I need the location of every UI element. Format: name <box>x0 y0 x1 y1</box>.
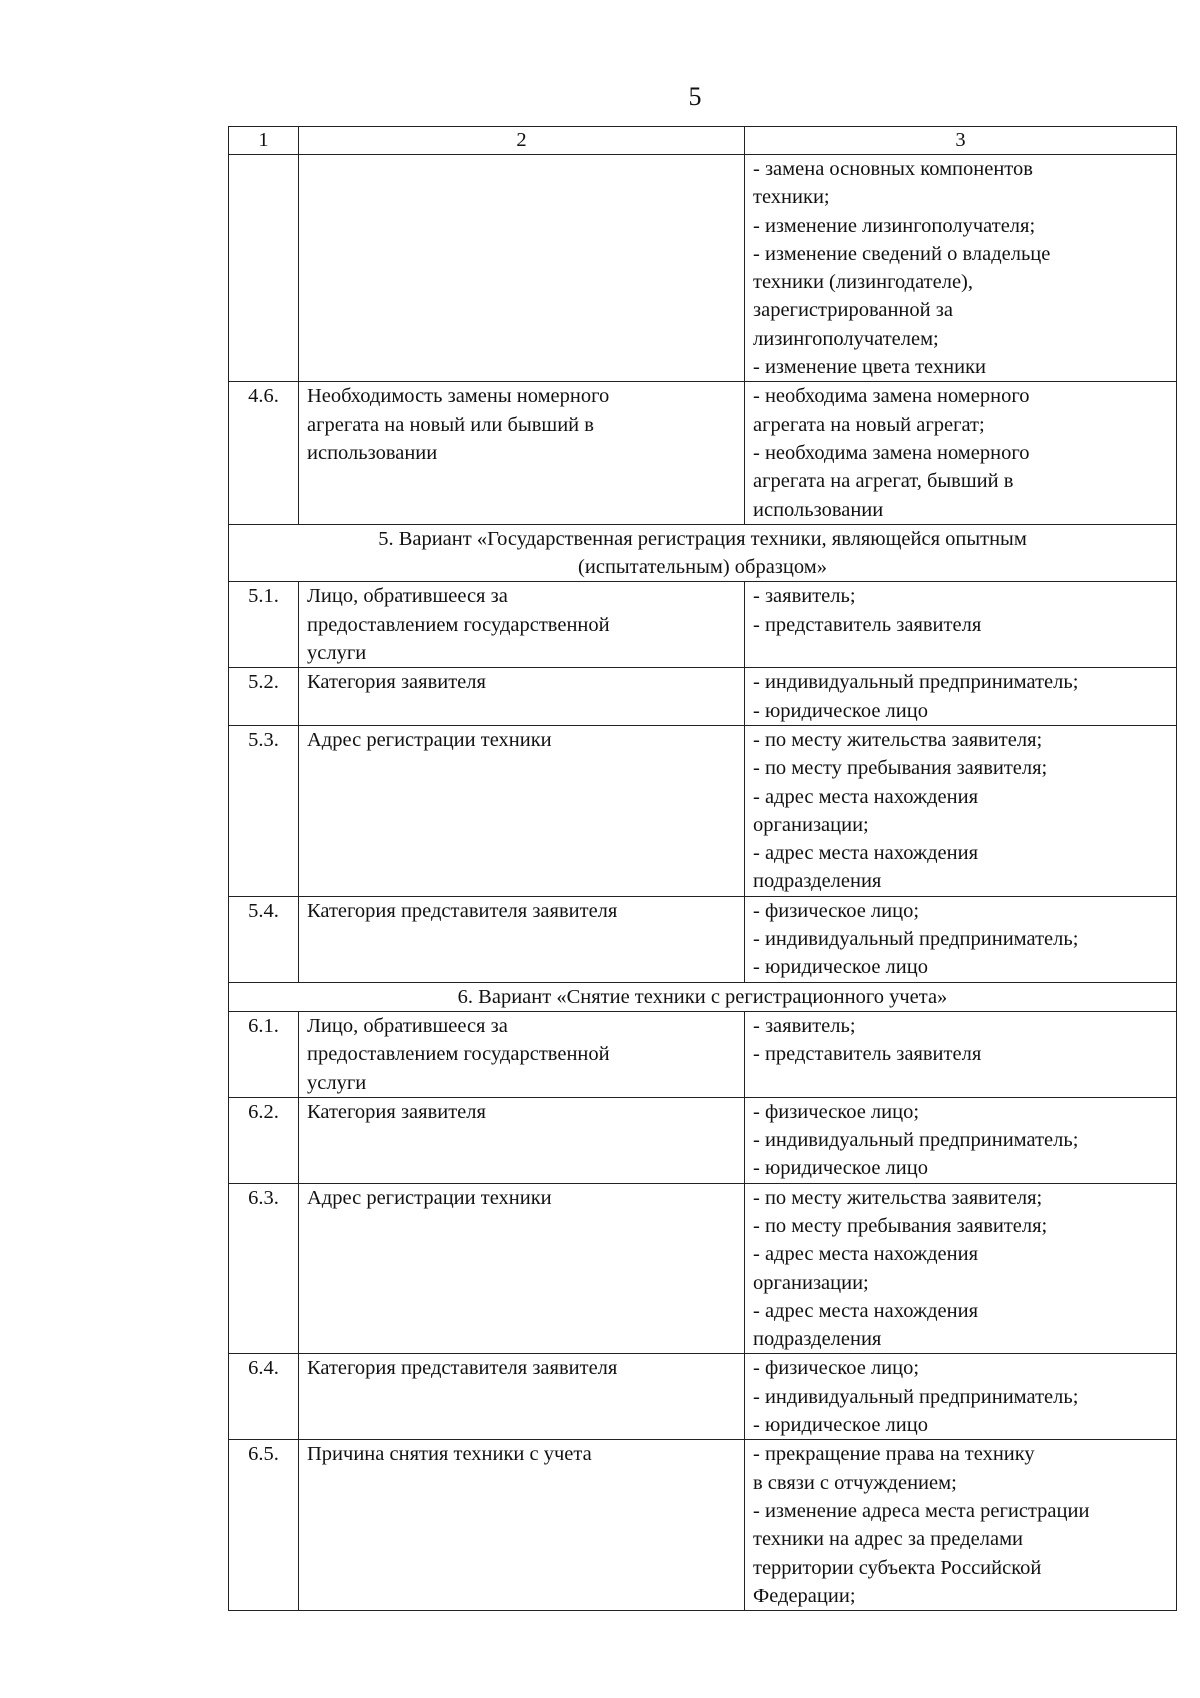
value-line: в связи с отчуждением; <box>753 1471 957 1494</box>
value-line: - замена основных компонентов <box>753 158 1033 180</box>
values-cell <box>745 1097 1177 1183</box>
criterion-line: предоставлением государственной <box>307 1043 610 1066</box>
table-row-5-2 <box>229 668 1177 726</box>
value-line: - заявитель; <box>753 585 856 608</box>
criterion-line: Лицо, обратившееся за <box>307 585 508 608</box>
values-cell <box>745 1011 1177 1097</box>
criterion-cell <box>299 155 745 382</box>
section-line: (испытательным) образцом» <box>578 556 827 579</box>
criterion-cell <box>299 1440 745 1611</box>
values-cell <box>745 1354 1177 1440</box>
criterion-cell <box>299 582 745 668</box>
value-line: - необходима замена номерного <box>753 441 1030 464</box>
value-line: подразделения <box>753 870 882 893</box>
table-row-6-5 <box>229 1440 1177 1611</box>
criterion-line: использовании <box>307 441 438 464</box>
table-row-5-4 <box>229 896 1177 982</box>
document-table <box>228 126 1177 1611</box>
values-cell <box>745 582 1177 668</box>
table-row-6-4 <box>229 1354 1177 1440</box>
values-cell <box>745 155 1177 382</box>
row-number-cell: 6.1. <box>229 1011 299 1097</box>
value-line: использовании <box>753 498 884 521</box>
value-line: организации; <box>753 1271 869 1294</box>
section-line: 6. Вариант «Снятие техники с регистрационного учета» <box>457 985 948 1008</box>
criterion-line: Адрес регистрации техники <box>307 1186 552 1209</box>
table-row-6-3 <box>229 1183 1177 1354</box>
table-row-5-3 <box>229 725 1177 896</box>
table-row-6-1 <box>229 1011 1177 1097</box>
values-cell <box>745 1440 1177 1611</box>
value-line: - по месту пребывания заявителя; <box>753 1214 1048 1237</box>
value-line: - физическое лицо; <box>753 1357 920 1380</box>
criterion-cell <box>299 1183 745 1354</box>
values-cell <box>745 668 1177 726</box>
section-row-6 <box>229 982 1177 1011</box>
value-line: - изменение цвета техники <box>753 356 987 379</box>
value-line: - необходима замена номерного <box>753 385 1030 408</box>
criterion-cell <box>299 896 745 982</box>
row-number-cell <box>229 155 299 382</box>
criterion-line: Категория заявителя <box>307 1100 486 1123</box>
table-row-continuation <box>229 155 1177 382</box>
value-line: - заявитель; <box>753 1014 856 1037</box>
value-line: подразделения <box>753 1328 882 1351</box>
row-number-cell: 5.2. <box>229 668 299 726</box>
table-row-6-2 <box>229 1097 1177 1183</box>
section-row-5 <box>229 524 1177 582</box>
row-number-cell: 5.1. <box>229 582 299 668</box>
criterion-line: Необходимость замены номерного <box>307 385 610 408</box>
table-header-row <box>229 127 1177 155</box>
criterion-cell <box>299 668 745 726</box>
row-number-cell: 6.5. <box>229 1440 299 1611</box>
value-line: - по месту жительства заявителя; <box>753 728 1043 751</box>
value-line: - адрес места нахождения <box>753 1243 979 1266</box>
criterion-cell <box>299 1011 745 1097</box>
criterion-line: услуги <box>307 642 367 665</box>
criterion-cell <box>299 1097 745 1183</box>
table-row-4-6 <box>229 382 1177 524</box>
value-line: - прекращение права на технику <box>753 1443 1035 1466</box>
value-line: - юридическое лицо <box>753 1157 928 1180</box>
value-line: - индивидуальный предприниматель; <box>753 1129 1079 1152</box>
criterion-line: услуги <box>307 1071 367 1094</box>
row-number-cell: 4.6. <box>229 382 299 524</box>
criterion-line: Лицо, обратившееся за <box>307 1014 508 1037</box>
value-line: - представитель заявителя <box>753 1043 982 1066</box>
criterion-line: Категория заявителя <box>307 671 486 694</box>
value-line: - изменение лизингополучателя; <box>753 214 1036 237</box>
value-line: - по месту пребывания заявителя; <box>753 757 1048 780</box>
value-line: техники на адрес за пределами <box>753 1528 1024 1551</box>
value-line: - адрес места нахождения <box>753 785 979 808</box>
value-line: - индивидуальный предприниматель; <box>753 928 1079 951</box>
value-line: агрегата на новый агрегат; <box>753 413 985 436</box>
section-heading-5 <box>229 524 1177 582</box>
value-line: - юридическое лицо <box>753 699 928 722</box>
row-number-cell: 6.4. <box>229 1354 299 1440</box>
values-cell <box>745 896 1177 982</box>
criterion-line: Категория представителя заявителя <box>307 899 618 922</box>
value-line: - адрес места нахождения <box>753 1299 979 1322</box>
header-cell-1: 1 <box>229 127 299 155</box>
value-line: - физическое лицо; <box>753 899 920 922</box>
row-number-cell: 5.4. <box>229 896 299 982</box>
criterion-line: Адрес регистрации техники <box>307 728 552 751</box>
criterion-line: Категория представителя заявителя <box>307 1357 618 1380</box>
section-heading-6 <box>229 982 1177 1011</box>
value-line: Федерации; <box>753 1584 856 1607</box>
value-line: - представитель заявителя <box>753 613 982 636</box>
header-cell-3: 3 <box>745 127 1177 155</box>
value-line: - изменение адреса места регистрации <box>753 1499 1090 1522</box>
value-line: агрегата на агрегат, бывший в <box>753 470 1014 493</box>
value-line: техники; <box>753 186 830 209</box>
row-number-cell: 6.2. <box>229 1097 299 1183</box>
value-line: - физическое лицо; <box>753 1100 920 1123</box>
row-number-cell: 5.3. <box>229 725 299 896</box>
values-cell <box>745 382 1177 524</box>
value-line: - адрес места нахождения <box>753 842 979 865</box>
criterion-line: агрегата на новый или бывший в <box>307 413 594 436</box>
value-line: территории субъекта Российской <box>753 1556 1042 1579</box>
value-line: организации; <box>753 813 869 836</box>
value-line: - юридическое лицо <box>753 956 928 979</box>
values-cell <box>745 725 1177 896</box>
value-line: - индивидуальный предприниматель; <box>753 671 1079 694</box>
value-line: - изменение сведений о владельце <box>753 242 1051 265</box>
values-cell <box>745 1183 1177 1354</box>
value-line: лизингополучателем; <box>753 327 939 350</box>
value-line: - по месту жительства заявителя; <box>753 1186 1043 1209</box>
value-line: - юридическое лицо <box>753 1414 928 1437</box>
value-line: - индивидуальный предприниматель; <box>753 1385 1079 1408</box>
header-cell-2: 2 <box>299 127 745 155</box>
page-number: 5 <box>688 82 702 111</box>
criterion-cell <box>299 382 745 524</box>
criterion-cell <box>299 725 745 896</box>
value-line: техники (лизингодателе), <box>753 271 973 294</box>
criterion-line: предоставлением государственной <box>307 613 610 636</box>
criterion-cell <box>299 1354 745 1440</box>
table-row-5-1 <box>229 582 1177 668</box>
criterion-line: Причина снятия техники с учета <box>307 1443 592 1466</box>
section-line: 5. Вариант «Государственная регистрация техники, являющейся опытным <box>378 527 1027 550</box>
row-number-cell: 6.3. <box>229 1183 299 1354</box>
value-line: зарегистрированной за <box>753 299 953 322</box>
